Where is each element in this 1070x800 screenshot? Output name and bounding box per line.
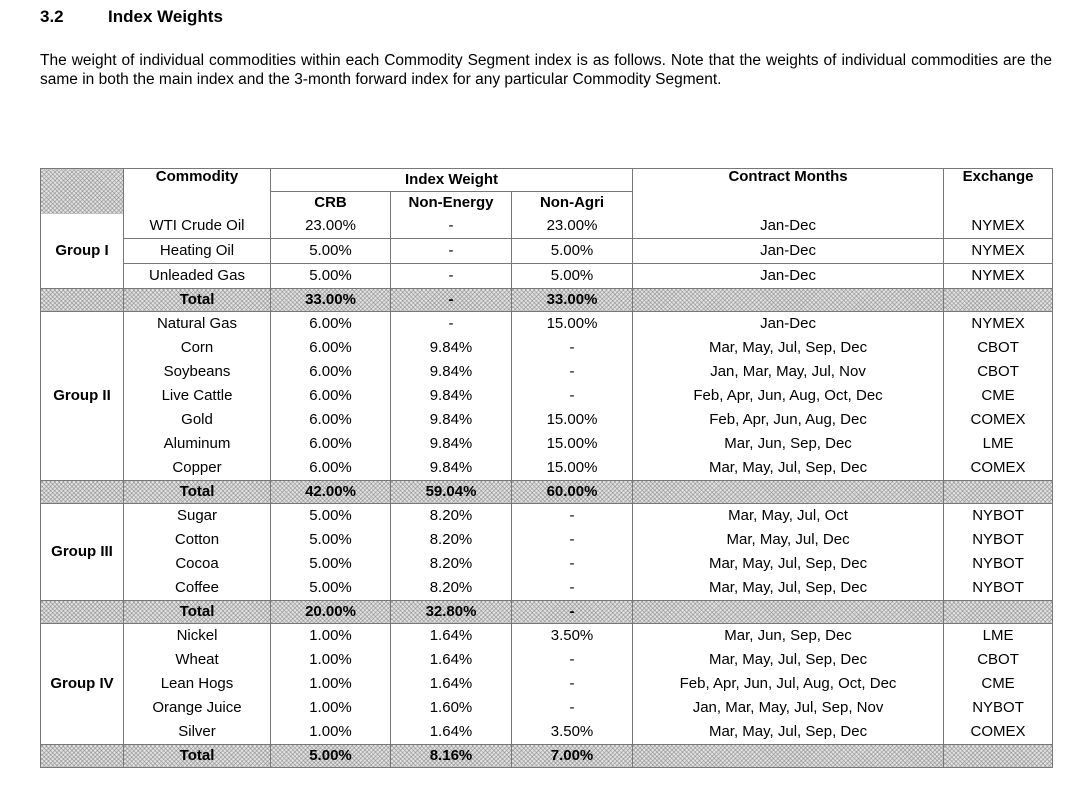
commodity-cell: Aluminum [124, 432, 271, 456]
commodity-cell: Gold [124, 408, 271, 432]
crb-cell: 1.00% [271, 696, 391, 720]
table-row [41, 432, 1053, 456]
crb-cell: 6.00% [271, 432, 391, 456]
header-index-weight: Index Weight [271, 169, 633, 192]
commodity-cell: Heating Oil [124, 239, 271, 264]
total-spacer [41, 745, 124, 768]
commodity-cell: Silver [124, 720, 271, 745]
non-energy-cell: 9.84% [391, 384, 512, 408]
months-cell: Mar, May, Jul, Sep, Dec [633, 336, 944, 360]
header-crb: CRB [271, 192, 391, 215]
commodity-cell: Sugar [124, 504, 271, 529]
non-agri-cell: - [512, 528, 633, 552]
non-agri-cell: - [512, 696, 633, 720]
non-agri-cell: - [512, 552, 633, 576]
total-row [41, 745, 1053, 768]
exchange-cell: NYMEX [944, 239, 1053, 264]
exchange-cell: CME [944, 384, 1053, 408]
months-cell: Jan, Mar, May, Jul, Sep, Nov [633, 696, 944, 720]
commodity-cell: Soybeans [124, 360, 271, 384]
crb-cell: 5.00% [271, 239, 391, 264]
header-group-cell [41, 169, 124, 215]
months-cell: Jan-Dec [633, 264, 944, 289]
exchange-cell: NYBOT [944, 552, 1053, 576]
commodity-cell: Cocoa [124, 552, 271, 576]
total-non-energy: 8.16% [391, 745, 512, 768]
non-energy-cell: 8.20% [391, 528, 512, 552]
exchange-cell: NYBOT [944, 504, 1053, 529]
months-cell: Mar, May, Jul, Sep, Dec [633, 720, 944, 745]
months-cell: Feb, Apr, Jun, Aug, Oct, Dec [633, 384, 944, 408]
exchange-cell: CME [944, 672, 1053, 696]
months-cell: Mar, May, Jul, Sep, Dec [633, 576, 944, 601]
exchange-cell: NYMEX [944, 214, 1053, 239]
table-row [41, 720, 1053, 745]
months-cell: Jan-Dec [633, 239, 944, 264]
total-spacer [633, 745, 944, 768]
non-energy-cell: - [391, 239, 512, 264]
non-energy-cell: 9.84% [391, 432, 512, 456]
exchange-cell: LME [944, 432, 1053, 456]
table-row [41, 408, 1053, 432]
section-number: 3.2 [40, 7, 64, 26]
non-energy-cell: 8.20% [391, 552, 512, 576]
non-energy-cell: 9.84% [391, 336, 512, 360]
crb-cell: 6.00% [271, 408, 391, 432]
exchange-cell: CBOT [944, 360, 1053, 384]
header-row [41, 169, 1053, 192]
months-cell: Mar, May, Jul, Oct [633, 504, 944, 529]
non-energy-cell: 9.84% [391, 456, 512, 481]
intro-paragraph: The weight of individual commodities within each Commodity Segment index is as follows. Note that the weights of individual commodities are the same in both the main index and the 3-month forward index for any particular Commodity Segment. [40, 52, 1052, 88]
section-heading [40, 7, 223, 27]
crb-cell: 5.00% [271, 528, 391, 552]
months-cell: Jan, Mar, May, Jul, Nov [633, 360, 944, 384]
commodity-cell: Lean Hogs [124, 672, 271, 696]
non-agri-cell: 5.00% [512, 264, 633, 289]
non-agri-cell: - [512, 648, 633, 672]
table-row [41, 214, 1053, 239]
non-energy-cell: - [391, 264, 512, 289]
table-row [41, 504, 1053, 529]
exchange-cell: CBOT [944, 336, 1053, 360]
table-row [41, 312, 1053, 337]
header-exchange: Exchange [944, 169, 1053, 215]
commodity-cell: WTI Crude Oil [124, 214, 271, 239]
commodity-cell: Live Cattle [124, 384, 271, 408]
commodity-cell: Natural Gas [124, 312, 271, 337]
header-non-agri: Non-Agri [512, 192, 633, 215]
exchange-cell: COMEX [944, 408, 1053, 432]
crb-cell: 5.00% [271, 504, 391, 529]
exchange-cell: NYBOT [944, 696, 1053, 720]
crb-cell: 1.00% [271, 648, 391, 672]
months-cell: Mar, Jun, Sep, Dec [633, 624, 944, 649]
months-cell: Jan-Dec [633, 214, 944, 239]
total-spacer [633, 289, 944, 312]
non-agri-cell: 15.00% [512, 432, 633, 456]
total-non-agri: 60.00% [512, 481, 633, 504]
index-weights-table [40, 168, 1053, 768]
exchange-cell: NYMEX [944, 312, 1053, 337]
non-energy-cell: 1.64% [391, 720, 512, 745]
months-cell: Mar, Jun, Sep, Dec [633, 432, 944, 456]
header-non-energy: Non-Energy [391, 192, 512, 215]
total-spacer [633, 481, 944, 504]
non-energy-cell: - [391, 312, 512, 337]
total-label: Total [124, 289, 271, 312]
non-agri-cell: - [512, 504, 633, 529]
commodity-cell: Wheat [124, 648, 271, 672]
exchange-cell: NYBOT [944, 528, 1053, 552]
non-agri-cell: 23.00% [512, 214, 633, 239]
total-label: Total [124, 745, 271, 768]
table-row [41, 552, 1053, 576]
table-row [41, 336, 1053, 360]
exchange-cell: CBOT [944, 648, 1053, 672]
header-contract-months: Contract Months [633, 169, 944, 215]
non-agri-cell: - [512, 576, 633, 601]
group-label: Group II [53, 387, 111, 404]
group-label: Group IV [50, 675, 114, 692]
total-spacer [944, 481, 1053, 504]
section-title: Index Weights [108, 7, 223, 26]
total-non-agri: 33.00% [512, 289, 633, 312]
commodity-cell: Nickel [124, 624, 271, 649]
non-agri-cell: 3.50% [512, 624, 633, 649]
table-row [41, 576, 1053, 601]
total-crb: 5.00% [271, 745, 391, 768]
months-cell: Mar, May, Jul, Sep, Dec [633, 456, 944, 481]
total-spacer [633, 601, 944, 624]
months-cell: Mar, May, Jul, Sep, Dec [633, 552, 944, 576]
non-agri-cell: 5.00% [512, 239, 633, 264]
header-commodity: Commodity [124, 169, 271, 215]
crb-cell: 5.00% [271, 552, 391, 576]
table-row [41, 360, 1053, 384]
exchange-cell: NYMEX [944, 264, 1053, 289]
crb-cell: 1.00% [271, 624, 391, 649]
crb-cell: 23.00% [271, 214, 391, 239]
table-row [41, 384, 1053, 408]
commodity-cell: Orange Juice [124, 696, 271, 720]
total-label: Total [124, 601, 271, 624]
total-non-energy: - [391, 289, 512, 312]
commodity-cell: Cotton [124, 528, 271, 552]
non-energy-cell: 9.84% [391, 408, 512, 432]
non-energy-cell: - [391, 214, 512, 239]
total-non-energy: 32.80% [391, 601, 512, 624]
table-row [41, 264, 1053, 289]
table-row [41, 696, 1053, 720]
crb-cell: 6.00% [271, 384, 391, 408]
non-agri-cell: - [512, 360, 633, 384]
total-spacer [41, 601, 124, 624]
crb-cell: 5.00% [271, 576, 391, 601]
total-label: Total [124, 481, 271, 504]
total-spacer [41, 289, 124, 312]
total-non-agri: - [512, 601, 633, 624]
months-cell: Mar, May, Jul, Sep, Dec [633, 648, 944, 672]
non-agri-cell: 15.00% [512, 408, 633, 432]
non-agri-cell: 3.50% [512, 720, 633, 745]
crb-cell: 5.00% [271, 264, 391, 289]
crb-cell: 6.00% [271, 360, 391, 384]
commodity-cell: Copper [124, 456, 271, 481]
non-agri-cell: 15.00% [512, 312, 633, 337]
non-agri-cell: - [512, 384, 633, 408]
table-row [41, 456, 1053, 481]
crb-cell: 1.00% [271, 720, 391, 745]
non-energy-cell: 1.64% [391, 672, 512, 696]
months-cell: Feb, Apr, Jun, Aug, Dec [633, 408, 944, 432]
non-energy-cell: 1.64% [391, 624, 512, 649]
group-label: Group I [55, 242, 109, 259]
total-non-agri: 7.00% [512, 745, 633, 768]
non-agri-cell: - [512, 672, 633, 696]
months-cell: Feb, Apr, Jun, Jul, Aug, Oct, Dec [633, 672, 944, 696]
total-spacer [944, 289, 1053, 312]
total-row [41, 601, 1053, 624]
group-label: Group III [51, 543, 113, 560]
total-row [41, 481, 1053, 504]
total-crb: 42.00% [271, 481, 391, 504]
exchange-cell: COMEX [944, 720, 1053, 745]
exchange-cell: NYBOT [944, 576, 1053, 601]
table-row [41, 672, 1053, 696]
non-energy-cell: 9.84% [391, 360, 512, 384]
commodity-cell: Coffee [124, 576, 271, 601]
table-row [41, 624, 1053, 649]
non-energy-cell: 8.20% [391, 576, 512, 601]
total-spacer [944, 601, 1053, 624]
total-crb: 33.00% [271, 289, 391, 312]
table-row [41, 239, 1053, 264]
non-agri-cell: 15.00% [512, 456, 633, 481]
months-cell: Jan-Dec [633, 312, 944, 337]
non-energy-cell: 1.60% [391, 696, 512, 720]
crb-cell: 6.00% [271, 456, 391, 481]
commodity-cell: Corn [124, 336, 271, 360]
total-spacer [41, 481, 124, 504]
commodity-cell: Unleaded Gas [124, 264, 271, 289]
total-row [41, 289, 1053, 312]
non-energy-cell: 8.20% [391, 504, 512, 529]
non-agri-cell: - [512, 336, 633, 360]
non-energy-cell: 1.64% [391, 648, 512, 672]
total-non-energy: 59.04% [391, 481, 512, 504]
table-row [41, 648, 1053, 672]
exchange-cell: COMEX [944, 456, 1053, 481]
months-cell: Mar, May, Jul, Dec [633, 528, 944, 552]
table-row [41, 528, 1053, 552]
crb-cell: 1.00% [271, 672, 391, 696]
crb-cell: 6.00% [271, 312, 391, 337]
total-spacer [944, 745, 1053, 768]
total-crb: 20.00% [271, 601, 391, 624]
crb-cell: 6.00% [271, 336, 391, 360]
exchange-cell: LME [944, 624, 1053, 649]
